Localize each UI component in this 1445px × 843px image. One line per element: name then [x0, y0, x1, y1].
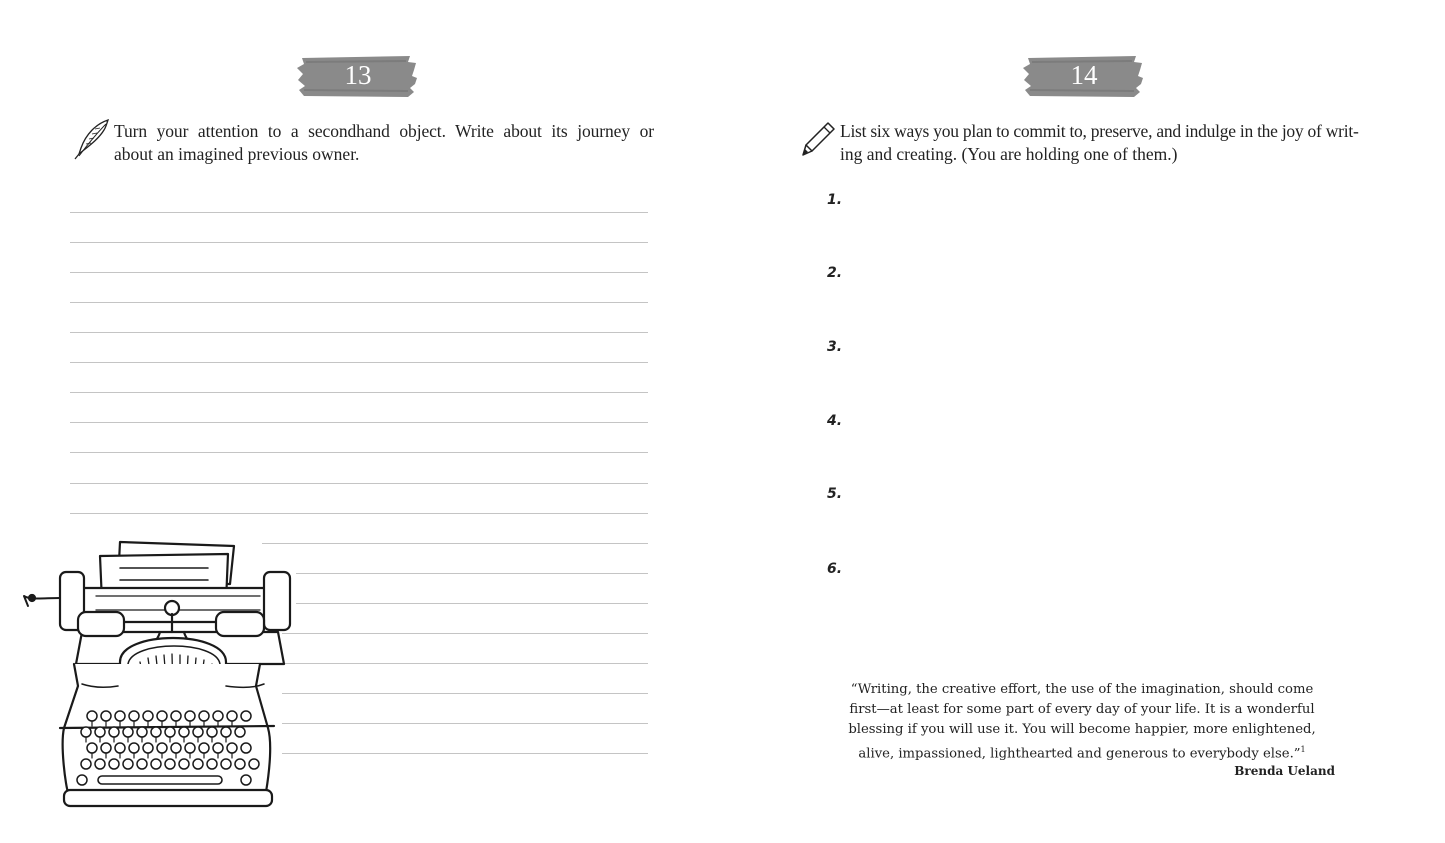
- prompt-line-2: about an imagined previous owner.: [114, 144, 360, 164]
- list-number: 6.: [827, 561, 843, 577]
- page-number-badge: [1022, 50, 1146, 100]
- quote-line-1: “Writing, the creative effort, the use of the imagination, should come: [850, 682, 1314, 697]
- writing-line[interactable]: [70, 483, 648, 484]
- quote: [822, 680, 1342, 764]
- writing-line[interactable]: [282, 723, 648, 724]
- quote-author: Brenda Ueland: [1234, 764, 1335, 778]
- list-number: 3.: [827, 339, 843, 355]
- prompt-line-1: Turn your attention to a secondhand object. Write about its journey or: [114, 121, 654, 141]
- list-number: 1.: [827, 192, 843, 208]
- writing-line[interactable]: [70, 272, 648, 273]
- writing-line[interactable]: [282, 753, 648, 754]
- writing-line[interactable]: [262, 543, 648, 544]
- writing-line[interactable]: [70, 242, 648, 243]
- writing-line[interactable]: [70, 422, 648, 423]
- right-page: [722, 0, 1445, 843]
- quote-line-2: first—at least for some part of every day of your life. It is a wonderful: [849, 702, 1315, 717]
- prompt-line-1: List six ways you plan to commit to, preserve, and indulge in the joy of writ-: [840, 121, 1359, 141]
- page-number: 14: [1070, 60, 1098, 90]
- typewriter-icon: [20, 536, 300, 817]
- quote-line-4: [822, 740, 1342, 764]
- writing-line[interactable]: [70, 513, 648, 514]
- writing-line[interactable]: [296, 603, 648, 604]
- prompt-line-2: ing and creating. (You are holding one of them.): [840, 144, 1178, 164]
- writing-line[interactable]: [70, 302, 648, 303]
- writing-line[interactable]: [282, 663, 648, 664]
- writing-line[interactable]: [282, 693, 648, 694]
- quote-line-4-text: alive, impassioned, lighthearted and generous to everybody else.”: [858, 746, 1301, 762]
- list-number: 5.: [827, 486, 843, 502]
- writing-line[interactable]: [282, 633, 648, 634]
- pencil-icon: [800, 120, 836, 163]
- writing-line[interactable]: [70, 392, 648, 393]
- quote-line-3: blessing if you will use it. You will become happier, more enlightened,: [848, 722, 1316, 737]
- writing-line[interactable]: [70, 332, 648, 333]
- footnote-marker: 1: [1300, 745, 1306, 754]
- writing-line[interactable]: [296, 573, 648, 574]
- page-number-badge: [296, 50, 420, 100]
- prompt-text: [114, 120, 654, 166]
- writing-line[interactable]: [70, 452, 648, 453]
- writing-line[interactable]: [70, 212, 648, 213]
- left-page: [0, 0, 722, 843]
- list-number: 2.: [827, 265, 843, 281]
- writing-line[interactable]: [70, 362, 648, 363]
- page-number: 13: [344, 60, 372, 90]
- list-number: 4.: [827, 413, 843, 429]
- prompt-text: [840, 120, 1380, 166]
- feather-quill-icon: [72, 118, 112, 165]
